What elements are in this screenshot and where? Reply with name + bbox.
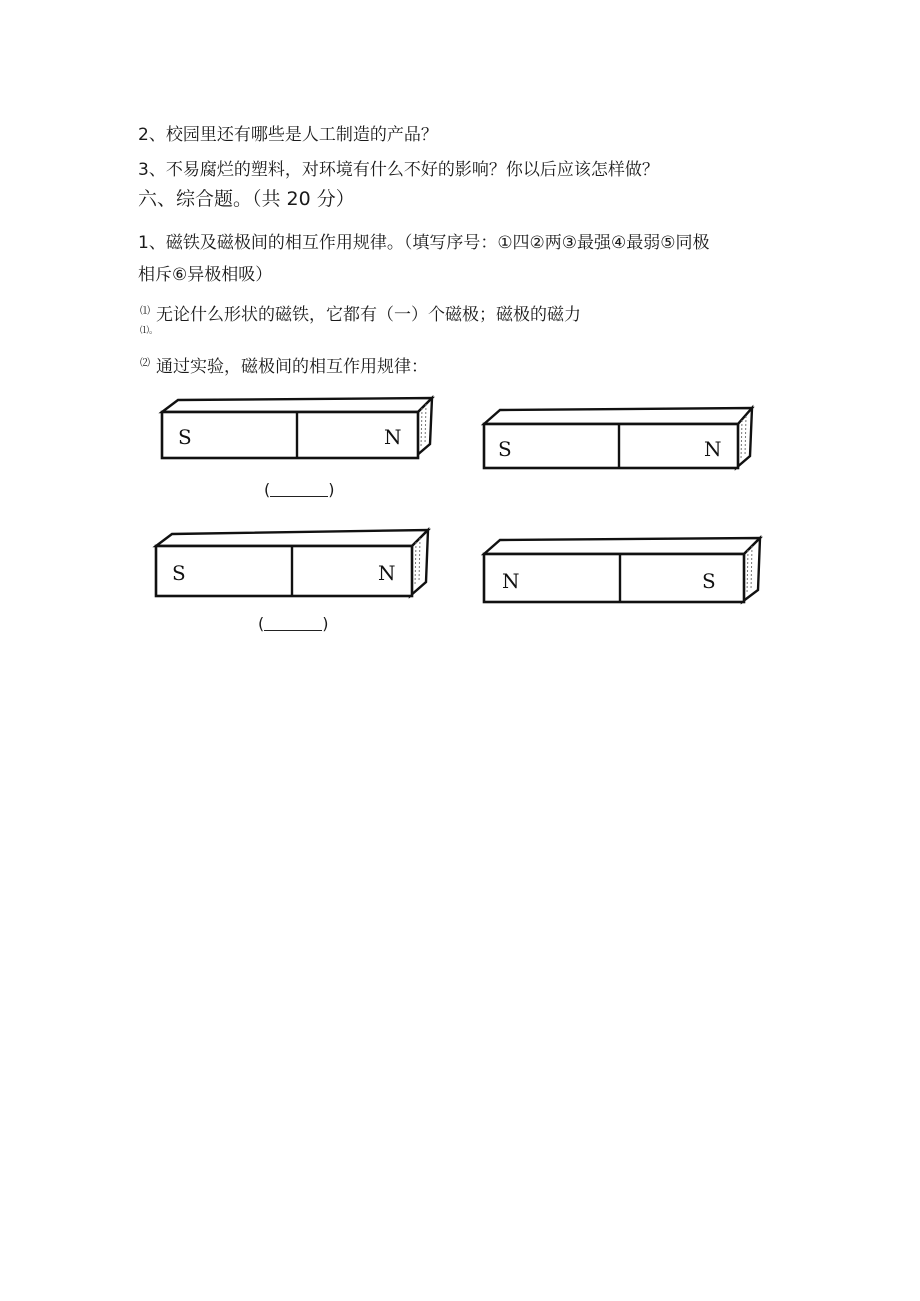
magnet-row2-right: [480, 536, 764, 606]
paren-left: (: [258, 614, 265, 633]
pole-label: N: [502, 569, 520, 593]
magnet-row1-left: [158, 396, 434, 464]
pole-label: S: [702, 569, 716, 593]
pole-label: S: [498, 437, 512, 461]
sub-2-text: 通过实验，磁极间的相互作用规律：: [156, 357, 428, 377]
pole-label: S: [172, 561, 186, 585]
paren-right: ): [328, 480, 335, 499]
pole-label: N: [378, 561, 396, 585]
answer-blank-2[interactable]: [258, 614, 329, 633]
question-3: 3、不易腐烂的塑料，对环境有什么不好的影响？你以后应该怎样做？: [138, 160, 659, 180]
pole-label: S: [178, 425, 192, 449]
sub-1-marker: ⑴: [140, 306, 150, 317]
blank-underline: [264, 616, 322, 631]
sub-question-1: [140, 300, 581, 325]
sub-1-continuation: ⑴。: [140, 326, 159, 336]
magnet-row1-right: [480, 406, 756, 472]
sub-2-marker: ⑵: [140, 358, 150, 369]
blank-underline: [270, 482, 328, 497]
item-1-line-1: 1、磁铁及磁极间的相互作用规律。（填写序号：①四②两③最强④最弱⑤同极: [138, 233, 710, 253]
magnet-row2-left: [152, 528, 432, 600]
paren-left: (: [264, 480, 271, 499]
question-2: 2、校园里还有哪些是人工制造的产品？: [138, 125, 438, 145]
sub-question-2: [140, 352, 428, 377]
paren-right: ): [322, 614, 329, 633]
item-1-line-2: 相斥⑥异极相吸）: [138, 265, 273, 285]
answer-blank-1[interactable]: [264, 480, 335, 499]
pole-label: N: [384, 425, 402, 449]
section-6-title: 六、综合题。（共 20 分）: [138, 188, 355, 210]
sub-1-text: 无论什么形状的磁铁，它都有（一）个磁极；磁极的磁力: [156, 305, 581, 325]
pole-label: N: [704, 437, 722, 461]
